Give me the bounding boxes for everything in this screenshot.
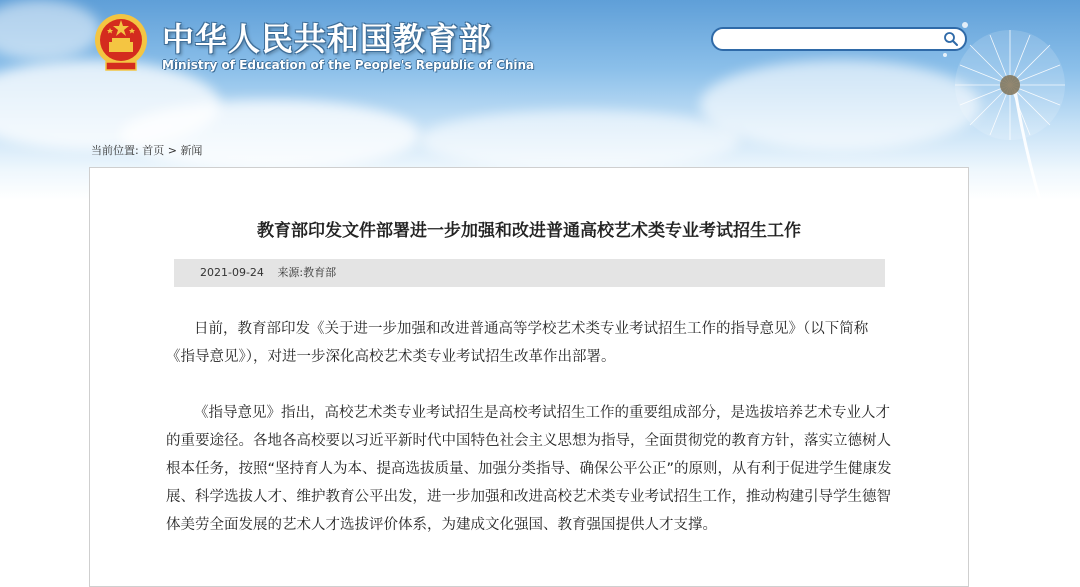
cloud-decoration [0, 0, 100, 60]
cloud-decoration [120, 100, 420, 170]
article-container [89, 167, 969, 587]
paragraph-text: 日前，教育部印发《关于进一步加强和改进普通高等学校艺术类专业考试招生工作的指导意见》（以下简称《指导意见》），对进一步深化高校艺术类专业考试招生改革作出部署。 [166, 321, 869, 365]
article-source: 来源:教育部 [277, 266, 337, 279]
article-paragraph [166, 315, 896, 371]
article-date: 2021-09-24 [200, 266, 264, 279]
site-title: 中华人民共和国教育部 [162, 20, 493, 58]
paragraph-text: 《指导意见》指出，高校艺术类专业考试招生是高校考试招生工作的重要组成部分，是选拔培养艺术专业人才的重要途径。各地各高校要以习近平新时代中国特色社会主义思想为指导，全面贯彻党的教育方针，落实立德树人根本任务，按照“坚持育人为本、提高选拔质量、加强分类指导、确保公平公正”的原则，从有利于促进学生健康发展、科学选拔人才、维护教育公平出发，进一步加强和改进高校艺术类专业考试招生工作，推动构建引导学生德智体美劳全面发展的艺术人才选拔评价体系，为建成文化强国、教育强国提供人才支撑。 [166, 405, 892, 533]
breadcrumb-prefix: 当前位置: [91, 144, 139, 157]
breadcrumb-news-link[interactable]: 新闻 [180, 144, 203, 157]
article-paragraph [166, 399, 896, 539]
article-title: 教育部印发文件部署进一步加强和改进普通高校艺术类专业考试招生工作 [257, 221, 801, 241]
national-emblem [92, 12, 150, 72]
search-box[interactable] [711, 27, 967, 51]
search-input[interactable] [723, 31, 937, 49]
breadcrumb-home-link[interactable]: 首页 [142, 144, 165, 157]
article-meta-bar [174, 259, 885, 287]
breadcrumb [91, 142, 202, 158]
site-subtitle: Ministry of Education of the People's Republic of China [162, 58, 535, 72]
cloud-decoration [420, 110, 740, 170]
breadcrumb-separator: > [167, 144, 177, 157]
